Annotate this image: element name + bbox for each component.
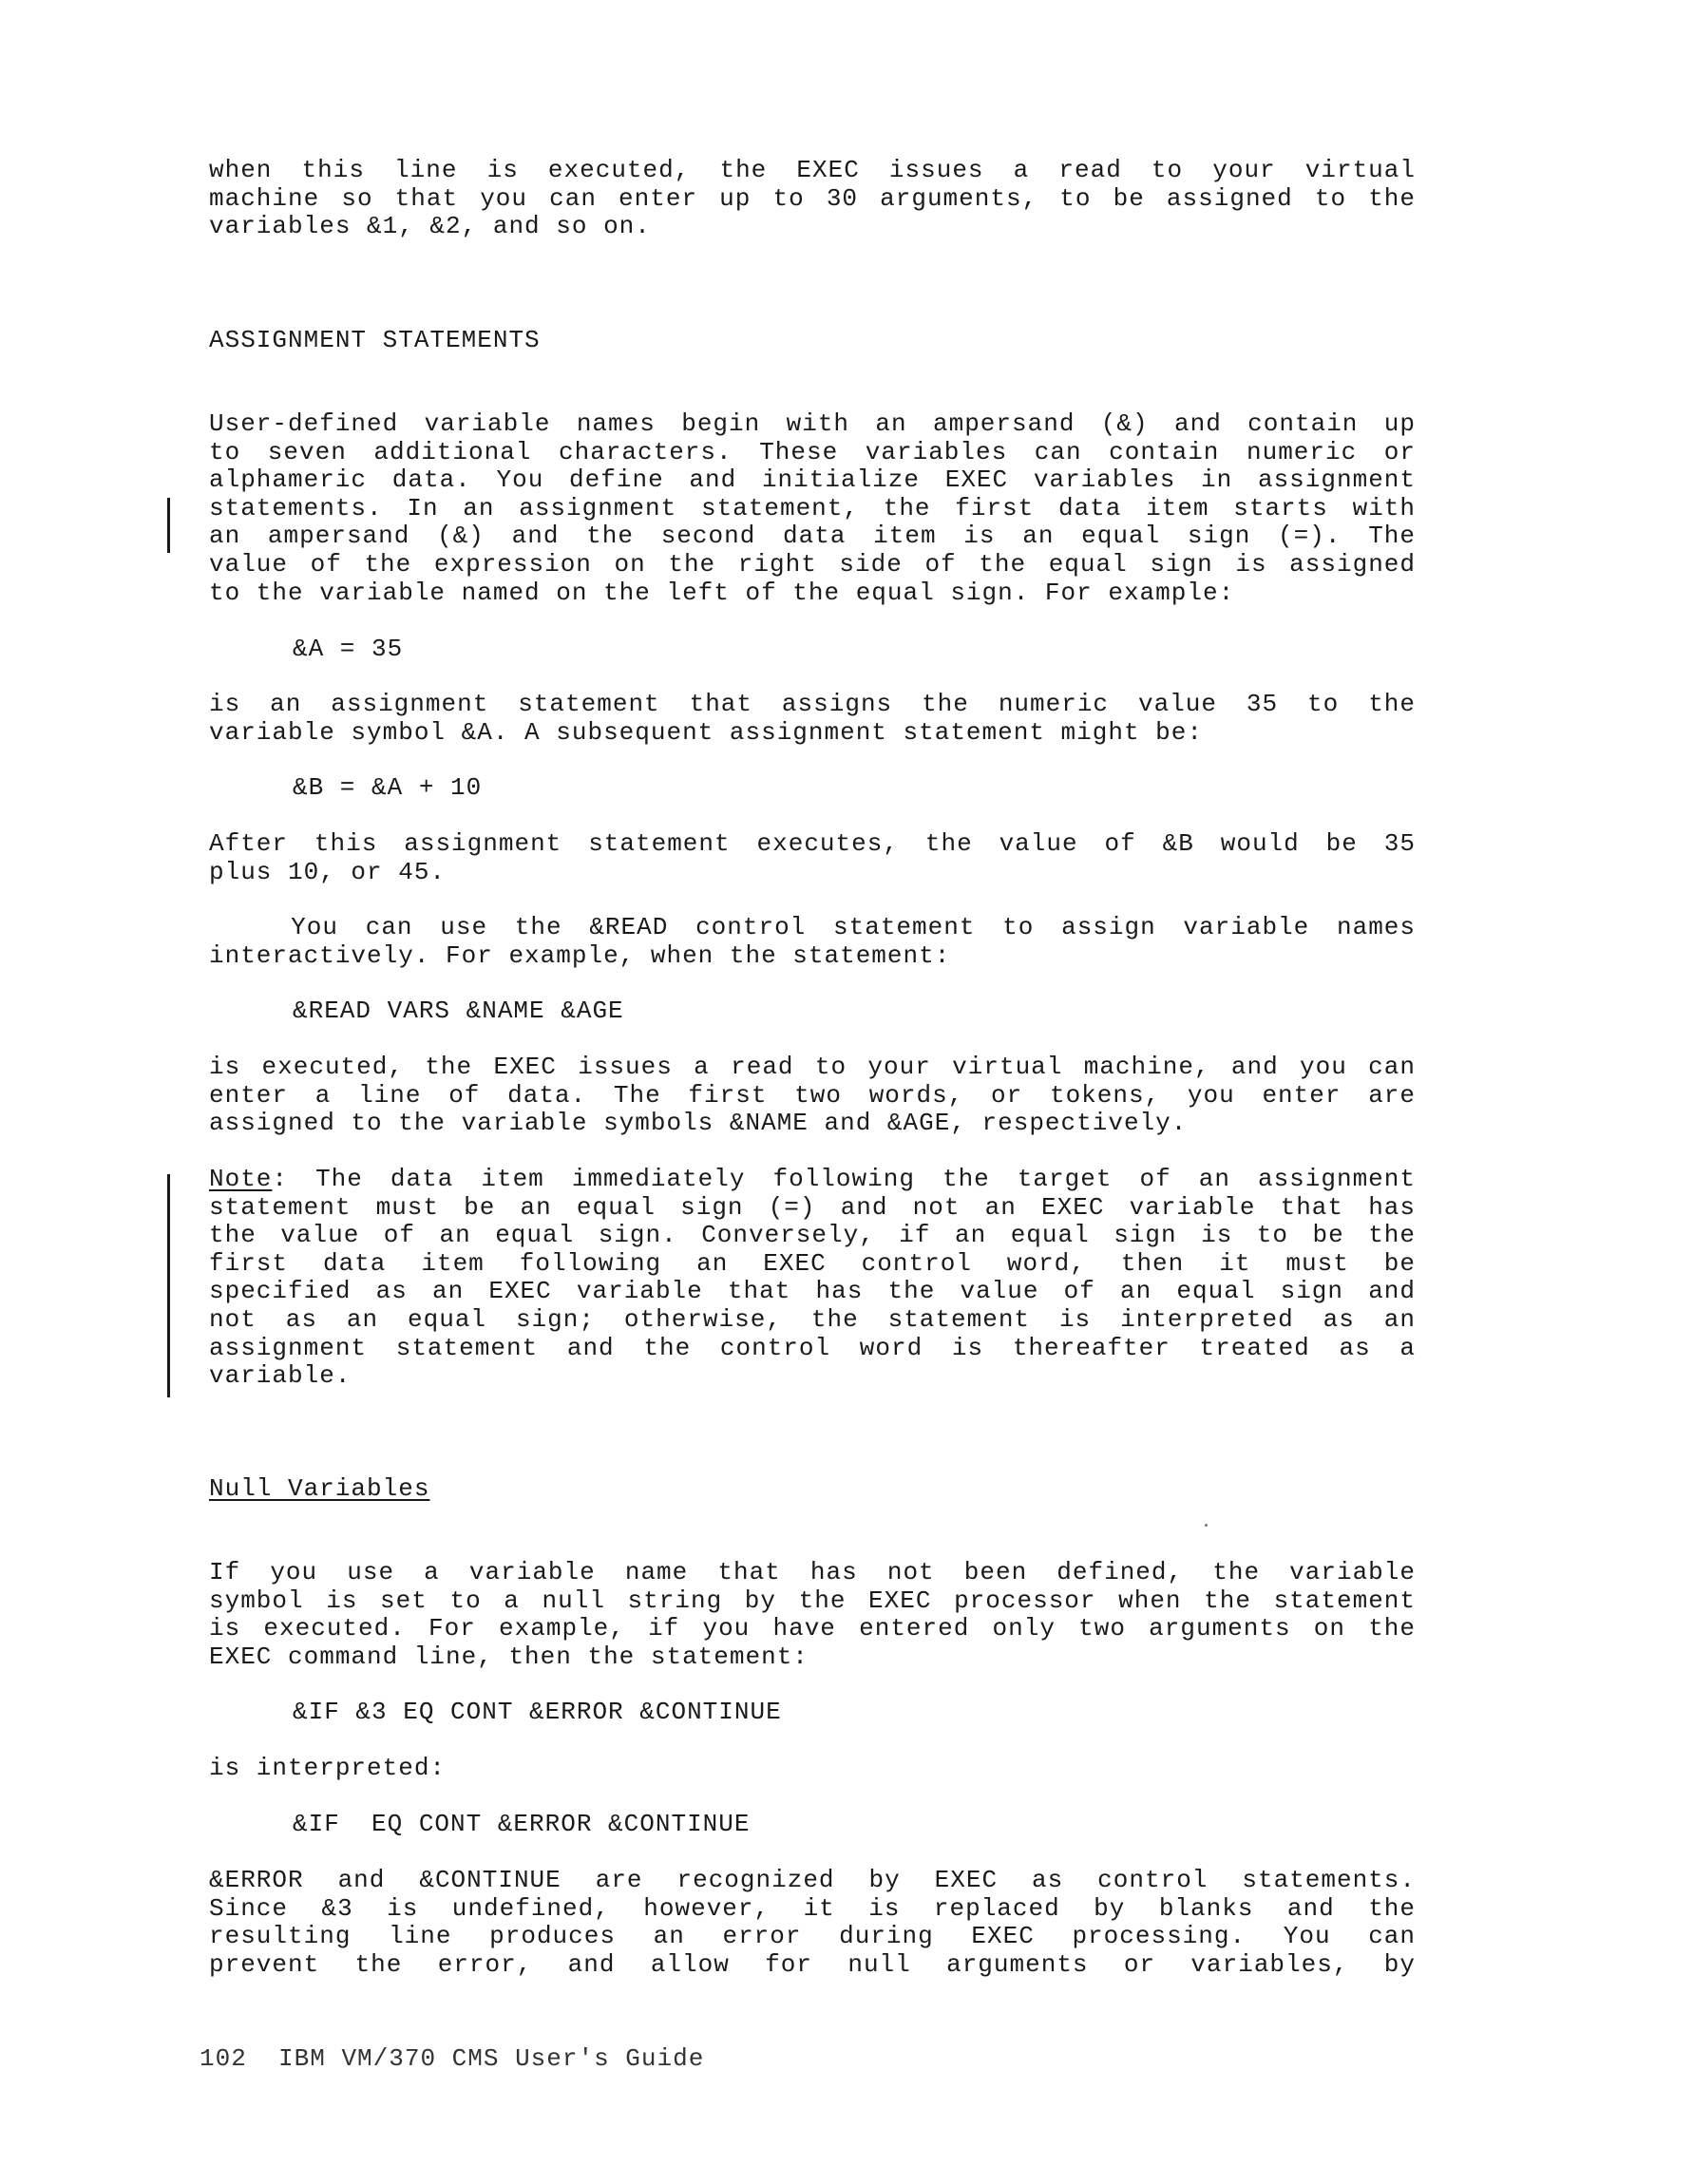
revision-bar xyxy=(167,1174,170,1397)
null-paragraph-3 xyxy=(209,1867,1416,1979)
text-line: variable. xyxy=(209,1361,352,1391)
text-line: is executed, the EXEC issues a read to your virtual machine, and you can xyxy=(209,1053,1416,1081)
code-example-assign-b: &B = &A + 10 xyxy=(293,773,483,802)
section-heading-null-variables: Null Variables xyxy=(209,1474,430,1503)
note-label: Note xyxy=(209,1165,273,1193)
scan-speck xyxy=(1205,1524,1208,1527)
text-line: plus 10, or 45. xyxy=(209,857,447,886)
text-line: not as an equal sign; otherwise, the statement is interpreted as an xyxy=(209,1304,1416,1334)
text-line: interactively. For example, when the statement: xyxy=(209,940,951,970)
text-line: to the variable named on the left of the equal sign. For example: xyxy=(209,578,1235,607)
text-line: to seven additional characters. These variables can contain numeric or xyxy=(209,437,1416,466)
text-line: statements. In an assignment statement, the first data item starts with xyxy=(209,493,1416,522)
revision-bar xyxy=(167,498,170,553)
code-example-if: &IF &3 EQ CONT &ERROR &CONTINUE xyxy=(293,1698,782,1726)
text-line: After this assignment statement executes, the value of &B would be 35 xyxy=(209,829,1416,858)
text-line: symbol is set to a null string by the EXEC processor when the statement xyxy=(209,1586,1416,1615)
assignment-paragraph-2 xyxy=(209,691,1416,747)
text-line: User-defined variable names begin with an ampersand (&) and contain up xyxy=(209,409,1416,438)
text-line: when this line is executed, the EXEC issues a read to your virtual xyxy=(209,156,1416,184)
text-line xyxy=(209,1166,1416,1194)
text-line: first data item following an EXEC control word, then it must be xyxy=(209,1248,1416,1278)
text-line: EXEC command line, then the statement: xyxy=(209,1642,809,1671)
assignment-paragraph-4 xyxy=(209,914,1416,970)
text-line: If you use a variable name that has not been defined, the variable xyxy=(209,1558,1416,1586)
text-line: value of the expression on the right side of the equal sign is assigned xyxy=(209,549,1416,579)
text-line: prevent the error, and allow for null arguments or variables, by xyxy=(209,1949,1416,1979)
null-paragraph-1 xyxy=(209,1559,1416,1671)
code-example-assign-a: &A = 35 xyxy=(293,635,404,663)
note-first-line: : The data item immediately following the target of an assignment xyxy=(272,1165,1416,1193)
assignment-paragraph-5 xyxy=(209,1054,1416,1138)
assignment-paragraph-3 xyxy=(209,830,1416,886)
text-line: the value of an equal sign. Conversely, if an equal sign is to be the xyxy=(209,1221,1416,1250)
text-line: resulting line produces an error during EXEC processing. You can xyxy=(209,1922,1416,1951)
intro-paragraph xyxy=(209,157,1416,241)
book-title: IBM VM/370 CMS User's Guide xyxy=(278,2044,705,2073)
note-paragraph xyxy=(209,1166,1416,1391)
text-line: variable symbol &A. A subsequent assignment statement might be: xyxy=(209,717,1203,747)
code-example-read: &READ VARS &NAME &AGE xyxy=(293,997,624,1025)
text-line: assignment statement and the control word is thereafter treated as a xyxy=(209,1333,1416,1362)
assignment-paragraph-1 xyxy=(209,410,1416,607)
null-paragraph-2: is interpreted: xyxy=(209,1754,447,1782)
text-line: specified as an EXEC variable that has the value of an equal sign and xyxy=(209,1277,1416,1306)
text-line: variables &1, &2, and so on. xyxy=(209,212,651,241)
text-line: alphameric data. You define and initialize EXEC variables in assignment xyxy=(209,465,1416,495)
text-line: is an assignment statement that assigns the numeric value 35 to the xyxy=(209,690,1416,718)
text-line: is executed. For example, if you have entered only two arguments on the xyxy=(209,1614,1416,1643)
page-number: 102 xyxy=(200,2044,247,2073)
text-line: enter a line of data. The first two words, or tokens, you enter are xyxy=(209,1080,1416,1110)
text-line: &ERROR and &CONTINUE are recognized by EXEC as control statements. xyxy=(209,1866,1416,1894)
section-heading-assignment: ASSIGNMENT STATEMENTS xyxy=(209,326,541,354)
text-line: machine so that you can enter up to 30 arguments, to be assigned to the xyxy=(209,183,1416,213)
text-line: Since &3 is undefined, however, it is replaced by blanks and the xyxy=(209,1893,1416,1923)
code-example-if-interpreted: &IF EQ CONT &ERROR &CONTINUE xyxy=(293,1810,751,1838)
page-footer xyxy=(200,2045,704,2074)
text-line: assigned to the variable symbols &NAME and &AGE, respectively. xyxy=(209,1109,1188,1138)
text-line: You can use the &READ control statement to assign variable names xyxy=(209,913,1416,941)
text-line: an ampersand (&) and the second data item is an equal sign (=). The xyxy=(209,522,1416,551)
text-line: statement must be an equal sign (=) and not an EXEC variable that has xyxy=(209,1192,1416,1222)
